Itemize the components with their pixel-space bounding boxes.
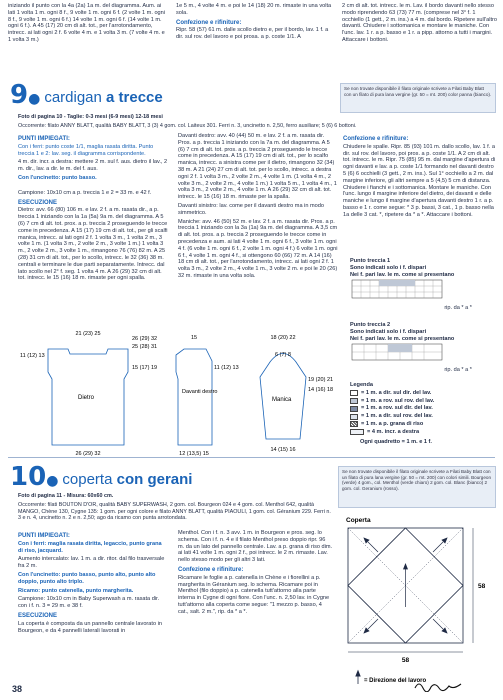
legend-row-2: = 1 m. a rov. sul rov. del lav. bbox=[350, 398, 495, 405]
top-col-1 bbox=[8, 3, 168, 46]
section-9-finishing-heading: Confezione e rifiniture: bbox=[343, 136, 409, 142]
schematic-back bbox=[20, 331, 157, 457]
section-9-points-heading: PUNTI IMPIEGATI: bbox=[18, 136, 70, 142]
section-9-schematics bbox=[8, 327, 338, 457]
section-10-exec: La coperta è composta da un pannello centrale lavorato in Bourgeon, e da 4 pannelli laterali lavorati in bbox=[18, 620, 162, 634]
sleeve-right-dim-2: 14 (16) 18 bbox=[308, 387, 334, 393]
section-10-points-heading: PUNTI IMPIEGATI: bbox=[18, 533, 70, 539]
blanket-title: Coperta bbox=[346, 517, 371, 524]
cable-chart-1 bbox=[350, 258, 490, 312]
cable-chart-1-note-1: Sono indicati solo i f. dispari bbox=[350, 264, 427, 271]
back-top-dim: 21 (23) 25 bbox=[75, 331, 101, 337]
legend-swatch-6 bbox=[350, 429, 364, 435]
section-10-exec-cont: Menthol. Con i f. n. 3 avv. 1 m. in Bourgeon e pros. seg. lo schema. Con i f. n. 4 e il filato Menthol preso doppio ripr. 96 m. da un lato del pannello centrale. Lav. a p. grana di riso dim. ai lati 41 volte 1 m. ogni 2 f., poi intrecc. le 2 m. rimaste. Lav. nello stesso modo per gli altri 3 lati. bbox=[178, 530, 333, 564]
blanket-width: 58 bbox=[401, 657, 410, 664]
top-col-1-text: iniziando il punto con la 4a (2a) 1a m. del diagramma. Aum. ai lati 1 volta 1 m. ogni 8 f., 9 volte 1 m. ogni 6 f. (2 volte 1 m. ogni 8 f., 9 volte 1 m. ogni 6 f.) 14 volte 1 m. ogni 6 f. (14 volte 1 m. ogni 6 f.). A 45 (17) 20 cm di alt. tot., per l'arrotondamento, intrecc. ai lati ogni 2 f. 6 volte 4 m. e 1 volta 3 m. (7 volte 4 m. e 1 volta 3 m.) bbox=[8, 3, 166, 43]
section-10-note: Se non trovate disponibile il filato originale scrivete a Filati Baby Blatt con un filato di pura lana vergine (gr. 50 = mt. 200) con colori simili. Bourgeon (verde) 4 gom., col. Menthol (verde chiaro) 2 gom. col. Blanc (bianco) 2 gom. col. Geranium (rosso). bbox=[338, 466, 496, 508]
section-10-col-2 bbox=[178, 530, 333, 618]
top-col-2-heading: Confezione e rifiniture: bbox=[176, 19, 242, 26]
schematic-front bbox=[176, 335, 239, 457]
top-col-2 bbox=[176, 3, 336, 43]
signature-icon bbox=[413, 678, 463, 696]
section-10-info-size: Foto di pagina 11 - Misura: 60x60 cm. bbox=[18, 493, 114, 499]
legend-row-1: = 1 m. a dir. sul dir. del lav. bbox=[350, 390, 495, 397]
section-9-info-materials: Occorrente: filato ANNY BLATT, qualità BABY BLATT, 3 (3) 4 gom. col. Laiteux 301. Ferri n. 3, uncinetto n. 2,50, ferro ausiliare; 5 (6) 6 bottoni. bbox=[18, 122, 357, 129]
back-left-dim: 11 (12) 13 bbox=[20, 353, 45, 359]
section-9-note: Se non trovate disponibile il filato originale scrivete a Filati Baby Blatt con un filato di pura lana vergine (gr. 50 = mt. 200) color panna (bianco). bbox=[340, 83, 496, 113]
legend-title: Legenda bbox=[350, 382, 374, 388]
schematic-sleeve bbox=[260, 335, 333, 453]
cable-chart-2-grid bbox=[350, 342, 490, 364]
page-number: 38 bbox=[12, 684, 23, 694]
direction-arrow-icon bbox=[356, 671, 360, 684]
back-right-dim-2: 25 (28) 31 bbox=[132, 344, 158, 350]
section-10-points-3: Con l'uncinetto: punto basso, punto alto, punto alto doppio, punto alto triplo. bbox=[18, 571, 156, 585]
back-bottom-dim: 26 (29) 32 bbox=[75, 451, 101, 457]
back-right-dim-1: 26 (29) 32 bbox=[132, 336, 158, 342]
cable-chart-2 bbox=[350, 322, 490, 374]
legend-row-4: = 1 m. a dir. sul rov. del lav. bbox=[350, 413, 495, 420]
section-10-col-1 bbox=[18, 530, 168, 636]
section-9-points-3: Con l'uncinetto: punto basso. bbox=[18, 174, 97, 181]
section-9-sleeves: Maniche: avv. 46 (50) 52 m. e lav. 2 f. a m. rasata dir. Pros. a p. treccia 1 iniziando con la 3a (1a) 9a m. del diagramma. A 3,5 cm di alt. tot. pros. a p. treccia 2 proseguendo le trecce come in precedenza e aum. ai lati 4 volte 1 m. ogni 6 f., 3 volte 1 m. ogni 4 f. (6 volte 1 m. ogni 6 f., 2 volte 1 m. ogni 4 f.) 6 volte 1 m. ogni 6 f., 4 volte 1 m. ogni 4 f., si ottengono 60 (66) 72 m. A 14 (16) 18 cm di alt. tot., per l'arrotondamento, intrecc. ai lati ogni 2 f. 1 volta 3 m., 2 volte 2 m., 4 volte 1 m., 3 volte 2 m. e poi le 20 (26) 32 m. rimaste in una volta sola. bbox=[178, 218, 338, 279]
section-10-number: 10● bbox=[10, 462, 59, 492]
legend-swatch-5 bbox=[350, 421, 358, 427]
section-10-info-materials: Occorrente: filati BOUTON D'OR, qualità BABY SUPERWASH, 2 gom. col. Bourgeon 024 e 4 gom. col. Menthol 642, qualità MANGO, Chène 130, Cygne 135: 1 gom. per ogni colore e filato ANNY BLATT, qualità PIAOULI, 1 gom. col. Géranium 229. Ferri n. 3 e n. 4, uncinetto n. 2 e n. 2,50; ago da ricamo con punta arrotondata. bbox=[18, 501, 331, 522]
cable-chart-2-title: Punto treccia 2 bbox=[350, 322, 391, 328]
section-9-points-2: 4 m. dir. incr. a destra: mettere 2 m. sul f. aus. dietro il lav., 2 m. dir., lav. a dir. le m. del f. aus. bbox=[18, 159, 168, 173]
sleeve-right-dim-1: 19 (20) 21 bbox=[308, 377, 334, 383]
section-9-heading: cardigan a trecce bbox=[44, 88, 163, 106]
front-label: Davanti destro bbox=[182, 389, 218, 395]
section-9-exec-back: Dietro: avv. 66 (80) 106 m. e lav. 2 f. a m. rasata dir., a p. treccia 1 iniziando con la 1a (5a) 9a m. del diagramma. A 5 (6) 7 cm di alt. tot. prox. a p. treccia 2 proseguendo le trecce come in precedenza. A 15 (17) 19 cm di alt. tot., per gli scalfi manica, intrecc. ai lati ogni 2 f. 1 volta 3 m., 1 volta 2 m., 3 volte 1 m. (1 volta 3 m., 2 volte 2 m., 3 volte 1 m.) 1 volta 3 m., 2 volte 2 m., 3 volte 1 m., rimangono 76 (76) 82 m. A 25 (28) 31 cm di alt. tot., per lo scollo, intrecc. le 32 (36) 38 m. centrali e terminare le due parti separatamente. Intrecc. dal lato scollo nel 2° f. seg. 1 volta 4 m. A 26 (29) 32 cm di alt. tot. intrecc. le 15 (16) 18 m. rimaste per ogni spalla. bbox=[18, 207, 168, 282]
section-10-points-1: Con i ferri: maglia rasata diritta, legaccio, punto grana di riso, jacquard. bbox=[18, 540, 162, 554]
blanket-height: 58 bbox=[478, 583, 486, 590]
legend bbox=[350, 382, 495, 445]
section-9-finishing: Chiudere le spalle. Ripr. 85 (93) 101 m. dallo scollo, lav. 1 f. a dir. sul rov. del lavoro, poi pros. a p. coste 1/1. A 2 cm di alt. tot. intrecc. le m. Ripr. 75 (85) 95 m. dal margine d'apertura di ogni davanti e lav. a p. coste 1/1 formando nel davanti destro 5 (6) 6 occhielli (3 gett., 2 m. ins.). Sul 1° occhiello a 2 m. dal margine inferiore, gli altri sempre a 5 (4,5) 5 cm di distanza. Chiudere i fianchi e i sottomanica. Montare le maniche. Con l'unc. lungo il margine inferiore del dietro, dei davanti e delle maniche e lungo il margine d'apertura davanti destro 1 r. a p. basso e 1 r. come segue: * 3 p. bassi, 3 cat., 1 p. basso nella 1a delle 3 cat. *, ripetere da * a *. Attaccare i bottoni. bbox=[343, 143, 496, 218]
sleeve-bottom-dim: 14 (15) 16 bbox=[270, 447, 296, 453]
blanket-legend: = Direzione del lavoro bbox=[364, 678, 427, 684]
back-right-dim-3: 15 (17) 19 bbox=[132, 365, 158, 371]
section-10-title bbox=[10, 464, 192, 494]
cable-chart-1-title: Punto treccia 1 bbox=[350, 258, 391, 264]
section-10-heading: coperta con gerani bbox=[62, 470, 193, 488]
section-9-front-right: Davanti destro: avv. 40 (44) 50 m. e lav. 2 f. a m. rasata dir. Pros. a p. treccia 1 iniziando con la 7a m. del diagramma. A 5 (6) 7 cm di alt. tot. pros. a p. treccia 2 proseguendo le trecce come in precedenza. A 15 (17) 19 cm di alt. tot., per lo scalfo manica, intrecc. a sinistra come per il dietro, rimangono 32 (34) 38 m. A 21 (24) 27 cm di alt. tot. per lo scollo, intrecc. a destra ogni 2 f. 1 volta 3 m., 2 volte 2 m., 4 volte 1 m. (1 volta 4 m., 2 volte 3 m., 2 volte 2 m., 4 volte 1 m.) 1 volta 5 m., 1 volta 4 m., 1 volta 3 m., 2 volte 2 m., 4 volte 1 m. A 26 (29) 32 cm di alt. tot. intrecc. le 15 (16) 18 m. rimaste per la spalla. bbox=[178, 133, 337, 201]
section-10-exec-heading: ESECUZIONE bbox=[18, 612, 58, 619]
front-right-dim: 11 (12) 13 bbox=[214, 365, 239, 371]
back-label: Dietro bbox=[78, 395, 95, 401]
sleeve-label: Manica bbox=[272, 397, 292, 403]
top-col-2-text-a: 1e 5 m., 4 volte 4 m. e poi le 14 (18) 20 m. rimaste in una volta sola. bbox=[176, 3, 332, 16]
section-9-points-1: Con i ferri: punto coste 1/1, maglia rasata diritta. Punto treccia 1 e 2: lav. seg. il diagramma corrispondente. bbox=[18, 143, 154, 157]
section-10-points-2: Aumento intercalato: lav. 1 m. a dir. ritor. dal filo trasversale fra 2 m. bbox=[18, 556, 165, 570]
cable-chart-1-grid bbox=[350, 278, 490, 302]
section-9-info bbox=[18, 114, 488, 132]
legend-row-3: = 1 m. a rov. sul dir. del lav. bbox=[350, 405, 495, 412]
section-10-sample: Campione: 10x10 cm in Baby Superwash a m. rasata dir. con i f. n. 3 = 29 m. e 38 f. bbox=[18, 596, 160, 610]
legend-swatch-3 bbox=[350, 406, 358, 412]
section-10-points-4: Ricamo: punto catenella, punto margherita. bbox=[18, 587, 134, 594]
top-col-2-text-b: Ripr. 58 (57) 61 m. dalle scollo dietro e, per il bordo, lav. 1 f. a dir. sul rov. del lavoro e poi prosa. a p. coste 1/1. A bbox=[176, 27, 329, 41]
legend-row-6: = 4 m. incr. a destra bbox=[350, 429, 495, 436]
section-divider bbox=[8, 457, 495, 458]
legend-row-5: = 1 m. a p. grana di riso bbox=[350, 421, 495, 428]
sleeve-top-dim-2: 6 (7) 8 bbox=[275, 352, 291, 358]
cable-chart-2-note-1: Sono indicati solo i f. dispari bbox=[350, 328, 427, 335]
section-9-col-2 bbox=[178, 133, 338, 282]
section-9-exec-heading: ESECUZIONE bbox=[18, 199, 58, 206]
cable-chart-2-note-2: Nei f. pari lav. le m. come si presentano bbox=[350, 335, 455, 342]
cable-chart-2-repeat: rip. da * a * bbox=[444, 367, 472, 374]
section-9-front-left: Davanti sinistro: lav. come per il davanti destro ma in modo simmetrico. bbox=[178, 202, 325, 216]
sleeve-top-dim: 18 (20) 22 bbox=[270, 335, 296, 341]
section-9-col-3 bbox=[343, 133, 498, 221]
legend-swatch-4 bbox=[350, 414, 358, 420]
cable-chart-1-note-2: Nei f. pari lav. le m. come si presentano bbox=[350, 271, 455, 278]
section-9-number: 9● bbox=[10, 80, 41, 110]
section-9-sample: Campione: 10x10 cm a p. treccia 1 e 2 = 33 m. e 42 f. bbox=[18, 189, 152, 196]
front-top-dim: 15 bbox=[190, 335, 198, 341]
section-10-info bbox=[18, 493, 333, 524]
cable-chart-1-repeat: rip. da * a * bbox=[444, 305, 472, 312]
blanket-diagram bbox=[338, 512, 498, 697]
legend-swatch-2 bbox=[350, 398, 358, 404]
section-9-col-1 bbox=[18, 133, 168, 284]
top-col-3-text: 2 cm di alt. tot. intrecc. le m. Lav. il bordo davanti nello stesso modo riprendendo 63 (73) 77 m. (comprese nel 3° f. 1 occhiello (1 gett., 2 m. ins.) a 4 m. dal bordo. Ripetere sull'altro davanti. Chiudere i sottomanica e montare le maniche. Con l'unc. lav. 1 r. a p. basso e 1 r. a pipp. attorno a tutti i margini. Attaccare i bottoni. bbox=[342, 3, 497, 43]
section-9-title bbox=[10, 82, 163, 112]
section-10-finishing: Ricamare le foglie a p. catenella in Chène e i fiorellini a p. margherita in Géranium seg. lo schema. Ricamare poi in Menthol (filo doppio) a p. catenella tutt'attorno alla parte interna in Cygne di ogni fiore. Con l'unc. n. 2,50 lav. in Cygne tutt'attorno alla coperta come segue: "1 mezzo p. basso, 4 cat., salt. 2 m.", rip. da * a *. bbox=[178, 574, 330, 615]
legend-swatch-1 bbox=[350, 390, 358, 396]
section-9-info-size: Foto di pagina 10 - Taglie: 0-3 mesi (6-9 mesi) 12-18 mesi bbox=[18, 114, 163, 120]
legend-note: Ogni quadretto = 1 m. e 1 f. bbox=[360, 438, 432, 445]
front-bottom-dim: 12 (13,5) 15 bbox=[179, 451, 209, 457]
top-col-3 bbox=[342, 3, 497, 46]
section-10-finishing-heading: Confezione e rifiniture: bbox=[178, 566, 244, 573]
